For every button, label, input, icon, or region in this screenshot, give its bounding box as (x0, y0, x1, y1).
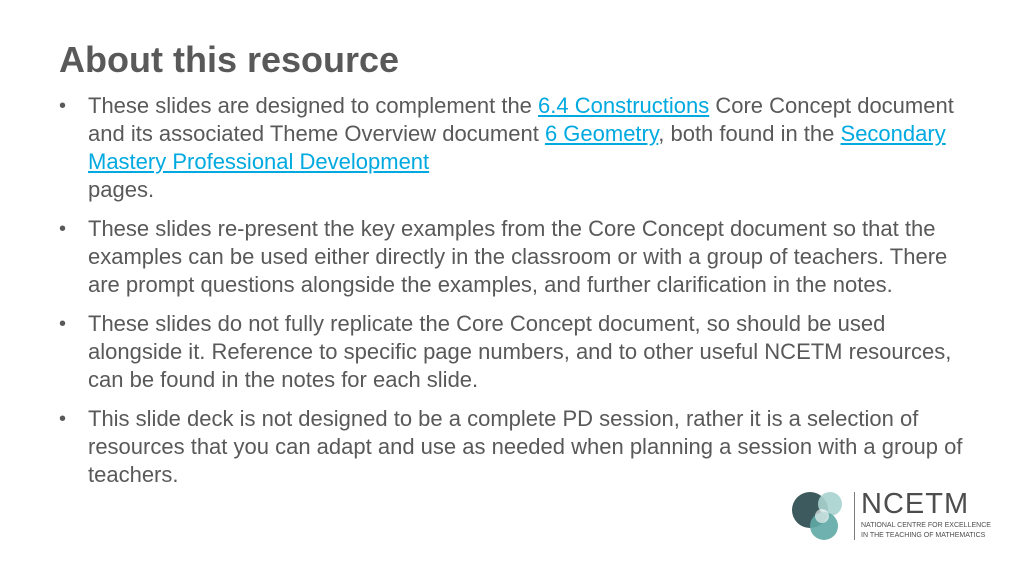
bullet-text: These slides are designed to complement the (88, 93, 539, 118)
bullet-marker: • (59, 408, 67, 430)
bullet-marker: • (59, 313, 67, 335)
logo-tagline-line1: NATIONAL CENTRE FOR EXCELLENCE (861, 522, 991, 529)
bullet-text: These slides re-present the key examples from the Core Concept document so that the examples can be used either directly in the classroom or with a group of teachers. There are prompt questions alongside the examples, and further clarification in the notes. (88, 216, 948, 297)
ncetm-logo (790, 488, 990, 544)
secondary-mastery-link[interactable]: Secondary Mastery Professional Development (88, 121, 946, 174)
bullet-item-1 (59, 92, 979, 204)
slide-title: About this resource (59, 39, 400, 80)
bullet-marker: • (59, 95, 67, 117)
constructions-link[interactable]: 6.4 Constructions (538, 93, 710, 118)
geometry-link[interactable]: 6 Geometry (544, 121, 659, 146)
bullet-text: These slides do not fully replicate the Core Concept document, so should be used alongside it. Reference to specific page numbers, and to other useful NCETM resources, can be found in the notes for each slide. (88, 311, 952, 392)
ncetm-circles-logo-icon (790, 488, 850, 544)
bullet-text: Core Concept document and its associated Theme Overview document (88, 93, 954, 146)
bullet-item-4 (59, 405, 979, 489)
logo-divider (854, 492, 855, 540)
bullet-marker: • (59, 218, 67, 240)
logo-tagline (861, 521, 991, 541)
bullet-text: pages. (88, 177, 155, 202)
bullet-item-3 (59, 310, 979, 394)
logo-name: NCETM (861, 488, 970, 520)
logo-tagline-line2: IN THE TEACHING OF MATHEMATICS (861, 532, 986, 539)
bullet-list (59, 92, 979, 500)
bullet-item-2 (59, 215, 979, 299)
bullet-text: This slide deck is not designed to be a complete PD session, rather it is a selection of resources that you can adapt and use as needed when planning a session with a group of teachers. (88, 406, 963, 487)
bullet-text: , both found in the (658, 121, 841, 146)
